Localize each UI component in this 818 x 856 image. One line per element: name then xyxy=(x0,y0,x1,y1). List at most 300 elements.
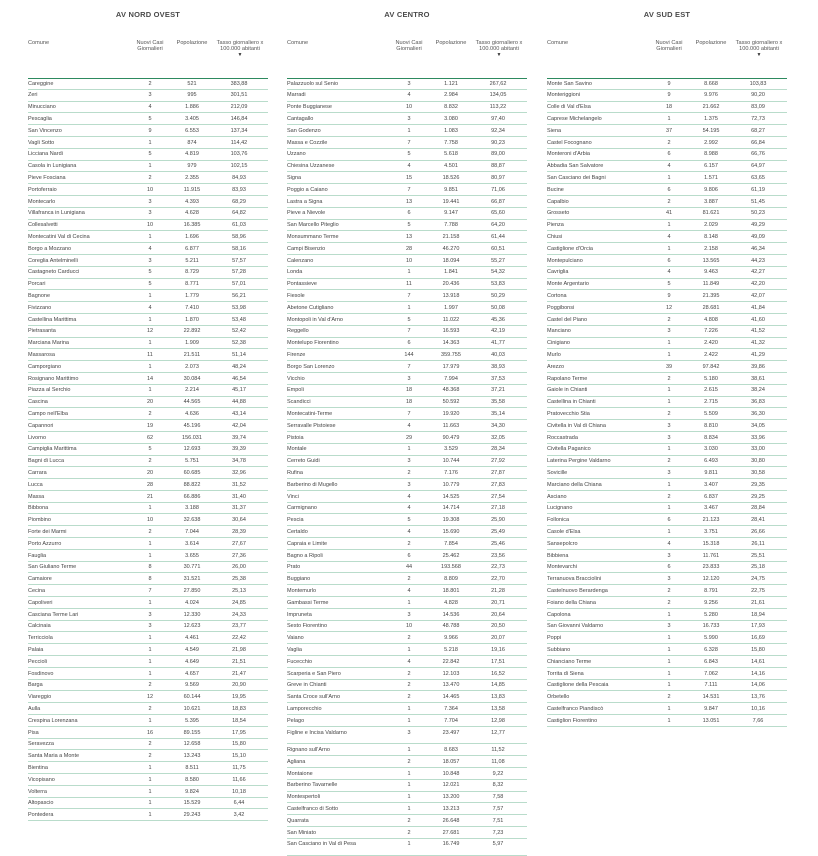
cell-popolazione: 7.364 xyxy=(444,705,458,712)
table-row xyxy=(28,432,268,444)
cell-comune: Borgo a Mozzano xyxy=(28,245,72,252)
cell-popolazione: 48.788 xyxy=(442,623,460,630)
header-tasso-label: Tasso giornaliero x 100.000 abitanti xyxy=(216,40,264,53)
cell-comune: Viareggio xyxy=(28,694,52,701)
cell-nuovi-casi: 1 xyxy=(148,670,152,677)
cell-comune: Terricciola xyxy=(28,635,53,642)
cell-popolazione: 2.615 xyxy=(704,387,718,394)
cell-comune: Certaldo xyxy=(287,528,308,535)
table-row xyxy=(287,349,527,361)
cell-tasso: 16,69 xyxy=(751,635,765,642)
cell-nuovi-casi: 28 xyxy=(405,245,413,252)
cell-tasso: 90,23 xyxy=(491,139,505,146)
cell-tasso: 28,41 xyxy=(751,517,765,524)
cell-comune: Livorno xyxy=(28,434,47,441)
table-row xyxy=(28,632,268,644)
cell-popolazione: 3.751 xyxy=(704,528,718,535)
cell-comune: Poppi xyxy=(547,635,562,642)
cell-tasso: 51,14 xyxy=(232,352,246,359)
cell-popolazione: 874 xyxy=(187,139,197,146)
cell-nuovi-casi: 9 xyxy=(667,92,671,99)
table-row xyxy=(547,137,787,149)
cell-tasso: 35,58 xyxy=(491,399,505,406)
table-row xyxy=(547,562,787,574)
table-row xyxy=(28,349,268,361)
cell-tasso: 5,97 xyxy=(492,841,504,848)
cell-nuovi-casi: 13 xyxy=(405,234,413,241)
cell-popolazione: 21.662 xyxy=(702,104,720,111)
cell-popolazione: 1.841 xyxy=(444,269,458,276)
table-row xyxy=(547,514,787,526)
cell-tasso: 13,83 xyxy=(491,694,505,701)
table-row xyxy=(547,196,787,208)
cell-nuovi-casi: 2 xyxy=(667,587,671,594)
cell-tasso: 20,50 xyxy=(491,623,505,630)
cell-nuovi-casi: 1 xyxy=(407,304,411,311)
cell-popolazione: 7.704 xyxy=(444,717,458,724)
cell-popolazione: 1.886 xyxy=(185,104,199,111)
cell-tasso: 24,85 xyxy=(232,599,246,606)
cell-tasso: 18,83 xyxy=(232,705,246,712)
area-title: AV NORD OVEST xyxy=(115,10,181,19)
cell-tasso: 21,51 xyxy=(232,658,246,665)
cell-popolazione: 3.030 xyxy=(704,446,718,453)
cell-tasso: 83,09 xyxy=(751,104,765,111)
cell-popolazione: 10.621 xyxy=(183,705,201,712)
cell-nuovi-casi: 1 xyxy=(148,340,152,347)
cell-popolazione: 13.200 xyxy=(442,794,460,801)
cell-nuovi-casi: 4 xyxy=(407,528,411,535)
area-title: AV CENTRO xyxy=(384,10,430,19)
header-tasso[interactable] xyxy=(212,40,268,59)
cell-tasso: 20,07 xyxy=(491,635,505,642)
cell-tasso: 24,33 xyxy=(232,611,246,618)
cell-tasso: 25,13 xyxy=(232,587,246,594)
cell-comune: Monte Argentario xyxy=(547,281,589,288)
cell-comune: San Casciano dei Bagni xyxy=(547,175,606,182)
table-row xyxy=(287,113,527,125)
cell-nuovi-casi: 1 xyxy=(148,316,152,323)
cell-popolazione: 7.176 xyxy=(444,469,458,476)
cell-comune: Abetone Cutigliano xyxy=(287,304,334,311)
cell-nuovi-casi: 1 xyxy=(148,505,152,512)
table-row xyxy=(287,691,527,703)
cell-popolazione: 6.157 xyxy=(704,163,718,170)
table-row xyxy=(287,727,527,745)
cell-popolazione: 1.779 xyxy=(185,293,199,300)
cell-nuovi-casi: 2 xyxy=(667,458,671,465)
cell-tasso: 50,23 xyxy=(751,210,765,217)
cell-comune: Orbetello xyxy=(547,694,570,701)
table-row xyxy=(28,137,268,149)
cell-tasso: 36,83 xyxy=(751,399,765,406)
cell-nuovi-casi: 2 xyxy=(667,411,671,417)
cell-popolazione: 27.850 xyxy=(183,587,201,594)
cell-nuovi-casi: 20 xyxy=(146,469,154,476)
cell-nuovi-casi: 2 xyxy=(667,493,671,500)
table-row xyxy=(287,102,527,114)
cell-tasso: 21,98 xyxy=(232,646,246,653)
table-row xyxy=(287,744,527,756)
cell-popolazione: 8.148 xyxy=(704,234,718,241)
cell-nuovi-casi: 3 xyxy=(407,80,411,87)
cell-tasso: 37,21 xyxy=(491,387,505,394)
cell-nuovi-casi: 10 xyxy=(146,517,154,524)
cell-comune: Terranuova Bracciolini xyxy=(547,576,602,583)
cell-comune: Calcinaia xyxy=(28,623,51,630)
cell-nuovi-casi: 5 xyxy=(148,446,152,453)
table-row xyxy=(28,184,268,196)
cell-popolazione: 17.979 xyxy=(442,363,460,370)
table-row xyxy=(28,491,268,503)
cell-comune: Bibbona xyxy=(28,505,49,512)
cell-nuovi-casi: 2 xyxy=(407,758,411,765)
cell-nuovi-casi: 1 xyxy=(667,116,671,123)
cell-tasso: 10,16 xyxy=(751,705,765,712)
cell-comune: Bagno a Ripoli xyxy=(287,552,323,559)
table-row xyxy=(547,644,787,656)
table-row xyxy=(547,621,787,633)
cell-comune: Civitella in Val di Chiana xyxy=(547,422,606,429)
cell-comune: Vagli Sotto xyxy=(28,139,55,146)
cell-comune: Lucca xyxy=(28,481,43,488)
cell-popolazione: 9.811 xyxy=(704,469,718,476)
table-row xyxy=(287,538,527,550)
table-row xyxy=(287,279,527,291)
cell-comune: Capolona xyxy=(547,611,571,618)
cell-popolazione: 1.375 xyxy=(704,116,718,123)
cell-tasso: 14,85 xyxy=(491,682,505,689)
table-row xyxy=(287,361,527,373)
cell-comune: Vaglia xyxy=(287,646,302,653)
cell-tasso: 28,84 xyxy=(751,505,765,512)
cell-nuovi-casi: 2 xyxy=(407,635,411,642)
cell-tasso: 48,24 xyxy=(232,363,246,370)
cell-popolazione: 4.501 xyxy=(444,163,458,170)
cell-nuovi-casi: 10 xyxy=(146,186,154,193)
cell-popolazione: 13.918 xyxy=(442,293,460,300)
cell-comune: Bagni di Lucca xyxy=(28,458,65,465)
cell-tasso: 21,28 xyxy=(491,587,505,594)
header-nuovi-casi: Nuovi Casi Giornalieri xyxy=(136,40,164,53)
cell-popolazione: 97.842 xyxy=(702,363,720,370)
sort-desc-icon[interactable]: ▼ xyxy=(496,52,502,59)
cell-comune: Minucciano xyxy=(28,104,56,111)
cell-nuovi-casi: 2 xyxy=(148,682,152,689)
cell-nuovi-casi: 6 xyxy=(407,210,411,217)
table-row xyxy=(547,279,787,291)
cell-nuovi-casi: 29 xyxy=(405,434,413,441)
sort-desc-icon[interactable]: ▼ xyxy=(756,52,762,59)
cell-comune: Cerreto Guidi xyxy=(287,458,320,465)
cell-nuovi-casi: 10 xyxy=(405,623,413,630)
cell-popolazione: 2.355 xyxy=(185,175,199,182)
cell-tasso: 27,54 xyxy=(491,493,505,500)
table-row xyxy=(287,125,527,137)
cell-tasso: 32,05 xyxy=(491,434,505,441)
cell-tasso: 22,42 xyxy=(232,635,246,642)
cell-popolazione: 11.022 xyxy=(442,316,460,323)
cell-nuovi-casi: 5 xyxy=(407,222,411,229)
header-tasso-label: Tasso giornaliero x 100.000 abitanti xyxy=(475,40,523,53)
cell-comune: Altopascio xyxy=(28,800,54,807)
cell-popolazione: 7.758 xyxy=(444,139,458,146)
table-row xyxy=(287,302,527,314)
cell-popolazione: 90.479 xyxy=(442,434,460,441)
cell-tasso: 25,18 xyxy=(751,564,765,571)
cell-popolazione: 19.308 xyxy=(442,517,460,524)
cell-nuovi-casi: 9 xyxy=(148,127,152,134)
cell-comune: Londa xyxy=(287,269,303,276)
cell-tasso: 53,83 xyxy=(491,281,505,288)
table-body xyxy=(287,78,527,856)
cell-nuovi-casi: 3 xyxy=(667,552,671,559)
table-row xyxy=(287,326,527,338)
table-row xyxy=(547,479,787,491)
cell-comune: Castiglione della Pescaia xyxy=(547,682,609,689)
cell-comune: Castel Focognano xyxy=(547,139,592,146)
cell-tasso: 12,77 xyxy=(491,729,505,736)
table-row xyxy=(547,102,787,114)
cell-comune: Cavriglia xyxy=(547,269,569,276)
cell-nuovi-casi: 1 xyxy=(667,352,671,359)
cell-nuovi-casi: 2 xyxy=(407,817,411,824)
cell-comune: Montevarchi xyxy=(547,564,577,571)
cell-tasso: 22,73 xyxy=(491,564,505,571)
table-row xyxy=(287,644,527,656)
cell-popolazione: 8.668 xyxy=(704,80,718,87)
cell-popolazione: 3.080 xyxy=(444,116,458,123)
header-popolazione: Popolazione xyxy=(695,40,727,46)
cell-popolazione: 5.180 xyxy=(704,375,718,382)
cell-tasso: 35,14 xyxy=(491,411,505,417)
table-row xyxy=(547,326,787,338)
cell-nuovi-casi: 1 xyxy=(148,658,152,665)
cell-nuovi-casi: 1 xyxy=(148,635,152,642)
cell-tasso: 22,70 xyxy=(491,576,505,583)
cell-nuovi-casi: 3 xyxy=(148,92,152,99)
cell-popolazione: 66.886 xyxy=(183,493,201,500)
table-row xyxy=(547,538,787,550)
cell-popolazione: 4.549 xyxy=(185,646,199,653)
cell-popolazione: 9.463 xyxy=(704,269,718,276)
cell-popolazione: 46.270 xyxy=(442,245,460,252)
cell-comune: Pratovecchio Stia xyxy=(547,411,590,417)
cell-popolazione: 13.243 xyxy=(183,753,201,760)
table-row xyxy=(28,361,268,373)
cell-popolazione: 18.801 xyxy=(442,587,460,594)
table-row xyxy=(287,703,527,715)
cell-popolazione: 89.155 xyxy=(183,729,201,736)
cell-comune: Abbadia San Salvatore xyxy=(547,163,604,170)
cell-tasso: 43,14 xyxy=(232,411,246,417)
table-row xyxy=(287,526,527,538)
cell-popolazione: 15.318 xyxy=(702,540,720,547)
cell-nuovi-casi: 10 xyxy=(405,257,413,264)
cell-tasso: 50,29 xyxy=(491,293,505,300)
cell-nuovi-casi: 1 xyxy=(148,293,152,300)
cell-nuovi-casi: 3 xyxy=(407,116,411,123)
cell-comune: San Godenzo xyxy=(287,127,321,134)
cell-comune: Capoliveri xyxy=(28,599,53,606)
table-row xyxy=(28,703,268,715)
cell-comune: Castiglion Fiorentino xyxy=(547,717,598,724)
cell-tasso: 26,66 xyxy=(751,528,765,535)
cell-comune: Siena xyxy=(547,127,562,134)
table-row xyxy=(28,762,268,774)
cell-comune: Santa Maria a Monte xyxy=(28,753,80,760)
table-row xyxy=(28,444,268,456)
cell-nuovi-casi: 6 xyxy=(667,186,671,193)
cell-comune: Monte San Savino xyxy=(547,80,592,87)
cell-popolazione: 4.828 xyxy=(444,599,458,606)
cell-comune: Bagnone xyxy=(28,293,51,300)
cell-popolazione: 2.214 xyxy=(185,387,199,394)
cell-nuovi-casi: 3 xyxy=(407,375,411,382)
table-row xyxy=(287,467,527,479)
table-row xyxy=(547,467,787,479)
cell-nuovi-casi: 2 xyxy=(148,705,152,712)
table-row xyxy=(28,243,268,255)
cell-nuovi-casi: 4 xyxy=(407,505,411,512)
cell-popolazione: 44.565 xyxy=(183,399,201,406)
cell-popolazione: 5.990 xyxy=(704,635,718,642)
cell-popolazione: 14.363 xyxy=(442,340,460,347)
cell-nuovi-casi: 8 xyxy=(148,576,152,583)
cell-tasso: 13,76 xyxy=(751,694,765,701)
cell-tasso: 114,42 xyxy=(230,139,248,146)
cell-comune: Barga xyxy=(28,682,43,689)
table-row xyxy=(287,172,527,184)
cell-popolazione: 5.509 xyxy=(704,411,718,417)
cell-tasso: 33,96 xyxy=(751,434,765,441)
cell-comune: Massa e Cozzile xyxy=(287,139,328,146)
table-row xyxy=(28,231,268,243)
cell-comune: Montecatini Val di Cecina xyxy=(28,234,90,241)
table-row xyxy=(287,609,527,621)
table-row xyxy=(287,90,527,102)
cell-comune: Borgo San Lorenzo xyxy=(287,363,335,370)
cell-popolazione: 16.385 xyxy=(183,222,201,229)
cell-popolazione: 8.729 xyxy=(185,269,199,276)
cell-comune: Portoferraio xyxy=(28,186,57,193)
cell-nuovi-casi: 4 xyxy=(667,163,671,170)
cell-nuovi-casi: 1 xyxy=(667,670,671,677)
cell-comune: Pistoia xyxy=(287,434,304,441)
cell-tasso: 103,83 xyxy=(749,80,767,87)
cell-popolazione: 6.843 xyxy=(704,658,718,665)
cell-comune: Pescia xyxy=(287,517,304,524)
header-tasso[interactable] xyxy=(471,40,527,59)
table-header xyxy=(28,40,268,79)
cell-popolazione: 1.571 xyxy=(704,175,718,182)
cell-comune: Campi Bisenzio xyxy=(287,245,326,252)
cell-nuovi-casi: 1 xyxy=(407,770,411,777)
header-tasso[interactable] xyxy=(731,40,787,59)
cell-comune: Peccioli xyxy=(28,658,47,665)
table-row xyxy=(287,78,527,90)
cell-tasso: 33,00 xyxy=(751,446,765,453)
cell-nuovi-casi: 1 xyxy=(407,269,411,276)
cell-comune: Carmignano xyxy=(287,505,317,512)
cell-tasso: 3,42 xyxy=(233,812,245,819)
cell-popolazione: 20.436 xyxy=(442,281,460,288)
cell-nuovi-casi: 1 xyxy=(667,340,671,347)
cell-comune: Prato xyxy=(287,564,301,571)
cell-popolazione: 10.848 xyxy=(442,770,460,777)
cell-tasso: 44,88 xyxy=(232,399,246,406)
cell-tasso: 41,60 xyxy=(751,316,765,323)
cell-nuovi-casi: 3 xyxy=(148,623,152,630)
cell-nuovi-casi: 9 xyxy=(667,293,671,300)
cell-popolazione: 8.580 xyxy=(185,776,199,783)
table-row xyxy=(547,680,787,692)
cell-nuovi-casi: 18 xyxy=(405,387,413,394)
header-comune: Comune xyxy=(28,40,50,46)
sort-desc-icon[interactable]: ▼ xyxy=(237,52,243,59)
cell-nuovi-casi: 10 xyxy=(405,104,413,111)
cell-tasso: 42,07 xyxy=(751,293,765,300)
cell-nuovi-casi: 1 xyxy=(667,446,671,453)
cell-tasso: 61,19 xyxy=(751,186,765,193)
cell-tasso: 64,97 xyxy=(751,163,765,170)
cell-tasso: 84,93 xyxy=(232,175,246,182)
cell-popolazione: 1.997 xyxy=(444,304,458,311)
cell-comune: Castelfranco Piandiscò xyxy=(547,705,604,712)
cell-comune: Fosdinovo xyxy=(28,670,54,677)
cell-comune: Fiesole xyxy=(287,293,305,300)
cell-tasso: 22,75 xyxy=(751,587,765,594)
table-row xyxy=(287,420,527,432)
cell-popolazione: 995 xyxy=(187,92,197,99)
table-row xyxy=(28,149,268,161)
cell-tasso: 92,34 xyxy=(491,127,505,134)
table-row xyxy=(28,514,268,526)
table-row xyxy=(28,456,268,468)
table-row xyxy=(547,125,787,137)
cell-nuovi-casi: 1 xyxy=(407,717,411,724)
cell-comune: Bientina xyxy=(28,764,48,771)
cell-nuovi-casi: 1 xyxy=(148,552,152,559)
cell-popolazione: 521 xyxy=(187,80,197,87)
cell-comune: Reggello xyxy=(287,328,309,335)
cell-tasso: 54,32 xyxy=(491,269,505,276)
cell-tasso: 19,16 xyxy=(491,646,505,653)
cell-popolazione: 13.213 xyxy=(442,806,460,812)
table-row xyxy=(287,408,527,420)
cell-popolazione: 16.749 xyxy=(442,841,460,848)
table-row xyxy=(287,680,527,692)
cell-nuovi-casi: 1 xyxy=(667,717,671,724)
cell-comune: Scarperia e San Piero xyxy=(287,670,341,677)
cell-popolazione: 18.094 xyxy=(442,257,460,264)
table-row xyxy=(547,656,787,668)
cell-comune: Civitella Paganico xyxy=(547,446,591,453)
cell-tasso: 64,82 xyxy=(232,210,246,217)
cell-tasso: 66,87 xyxy=(491,198,505,205)
table-row xyxy=(287,290,527,302)
cell-nuovi-casi: 12 xyxy=(146,694,154,701)
table-row xyxy=(287,456,527,468)
cell-tasso: 57,28 xyxy=(232,269,246,276)
table-row xyxy=(547,349,787,361)
cell-nuovi-casi: 13 xyxy=(405,198,413,205)
table-row xyxy=(28,526,268,538)
cell-tasso: 14,06 xyxy=(751,682,765,689)
cell-nuovi-casi: 5 xyxy=(148,281,152,288)
cell-nuovi-casi: 4 xyxy=(667,234,671,241)
cell-nuovi-casi: 11 xyxy=(147,352,153,359)
